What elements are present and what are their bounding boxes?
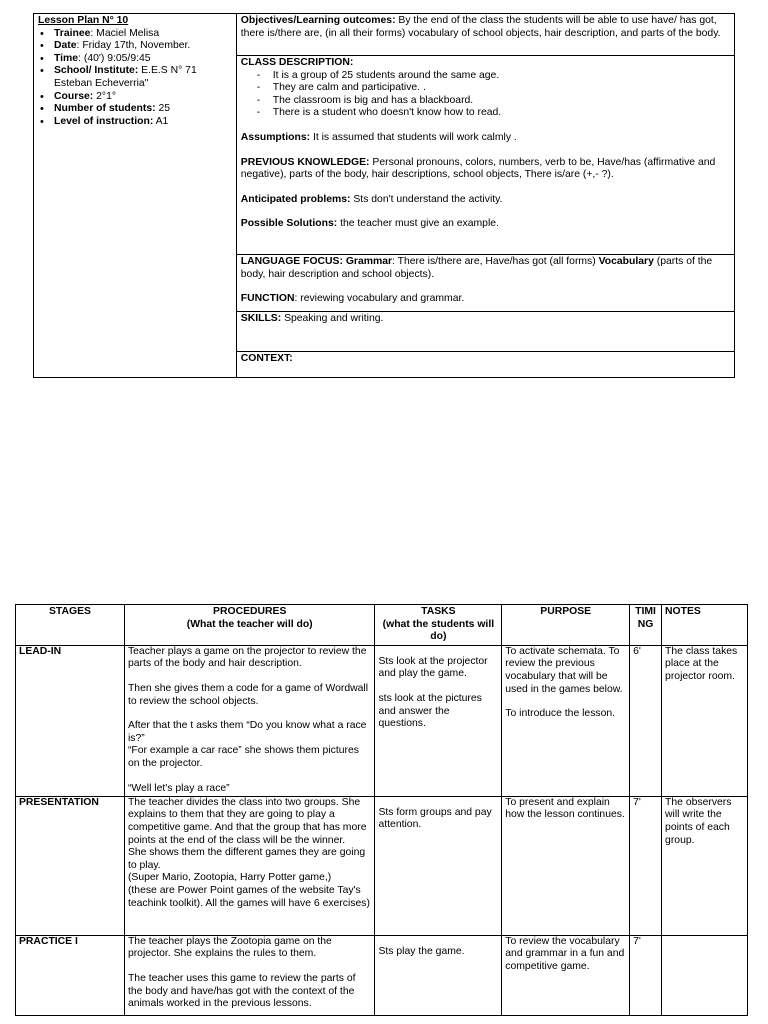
detail-item <box>38 91 232 104</box>
timing-cell: 7' <box>630 935 662 1015</box>
cell-paragraph: After that the t asks them “Do you know what a race is?” “For example a car race” she shows them pictures on the projector. <box>127 720 367 769</box>
detail-item <box>38 116 232 129</box>
assumptions-label: Assumptions: <box>240 131 311 143</box>
notes-cell <box>662 935 748 1015</box>
purpose-cell <box>502 796 630 935</box>
cell-paragraph: Sts form groups and pay attention. <box>378 806 492 831</box>
cell-paragraph: The teacher uses this game to review the parts of the body and have/has got with the context of the animals worked in the previous lessons. <box>127 972 356 1010</box>
objectives-text: By the end of the class the students will be able to use have/ has got, there is/there are, (in all their forms) vocabulary of school objects, hair description, and parts of the body. <box>240 15 721 39</box>
previous-knowledge-text: Personal pronouns, colors, numbers, verb to be, Have/has (affirmative and negative), parts of the body, hair descriptions, school objects, There is/are (+,- ?). <box>240 156 716 181</box>
detail-value: E.E.S N° 71 Esteban Echeverria" <box>54 65 197 89</box>
vocabulary-label: Vocabulary <box>598 256 654 267</box>
header-stages: STAGES <box>16 605 125 646</box>
detail-label: Trainee <box>54 27 91 39</box>
cell-paragraph: To activate schemata. To review the previous vocabulary that will be used in the games below. <box>505 645 623 695</box>
cell-paragraph: To review the vocabulary and grammar in a fun and competitive game. <box>505 935 625 972</box>
purpose-cell <box>502 935 630 1015</box>
context-cell <box>236 352 734 378</box>
table-row <box>16 645 748 796</box>
language-focus-label: LANGUAGE FOCUS: Grammar <box>240 256 393 267</box>
lesson-plan-title: Lesson Plan N° 10 <box>38 15 129 26</box>
list-item: - There is a student who doesn't know how to read. <box>241 107 730 120</box>
skills-label: SKILLS: <box>240 313 282 324</box>
class-description-cell <box>236 56 734 255</box>
skills-cell <box>236 312 734 352</box>
detail-value: Maciel Melisa <box>96 27 160 39</box>
language-focus-cell <box>236 255 734 312</box>
language-focus-text: : There is/there are, Have/has got (all forms) <box>392 256 599 267</box>
detail-item <box>38 65 232 90</box>
cell-paragraph: Sts play the game. <box>378 945 465 957</box>
class-description-list <box>241 70 730 120</box>
objectives-label: Objectives/Learning outcomes: <box>240 15 396 26</box>
header-tasks: TASKS (what the students will do) <box>375 605 502 646</box>
detail-item: • Date: Friday 17th, November. <box>38 40 232 53</box>
cell-paragraph: To present and explain how the lesson continues. <box>505 796 625 821</box>
header-timing: TIMING <box>630 605 662 646</box>
detail-label: Course: <box>54 90 94 102</box>
notes-cell: The observers will write the points of each group. <box>662 796 748 935</box>
detail-item <box>38 103 232 116</box>
procedures-cell <box>124 645 375 796</box>
stage-cell: LEAD-IN <box>16 645 125 796</box>
procedure-table <box>15 604 748 1016</box>
cell-paragraph: Then she gives them a code for a game of Wordwall to review the school objects. <box>127 682 369 707</box>
possible-solutions-label: Possible Solutions: <box>240 218 338 230</box>
detail-item: • Trainee: Maciel Melisa <box>38 28 232 41</box>
detail-label: School/ Institute: <box>54 65 139 77</box>
assumptions-text: It is assumed that students will work calmly . <box>310 131 517 143</box>
detail-label: Level of instruction: <box>54 115 154 127</box>
stage-cell: PRESENTATION <box>16 796 125 935</box>
list-item: - The classroom is big and has a blackboard. <box>241 95 730 108</box>
detail-value: (40') 9:05/9:45 <box>83 52 151 64</box>
notes-cell: The class takes place at the projector room. <box>662 645 748 796</box>
detail-value: Friday 17th, November. <box>82 40 191 52</box>
previous-knowledge-label: PREVIOUS KNOWLEDGE: <box>240 156 370 168</box>
possible-solutions-text: the teacher must give an example. <box>337 218 499 230</box>
context-label: CONTEXT: <box>240 353 293 364</box>
purpose-cell <box>502 645 630 796</box>
header-purpose: PURPOSE <box>502 605 630 646</box>
table-row <box>16 935 748 1015</box>
anticipated-problems-label: Anticipated problems: <box>240 193 351 205</box>
list-item: - It is a group of 25 students around the same age. <box>241 70 730 83</box>
table-header-row <box>16 605 748 646</box>
procedures-cell <box>124 796 375 935</box>
header-notes: NOTES <box>662 605 748 646</box>
skills-text: Speaking and writing. <box>281 313 384 324</box>
function-label: FUNCTION <box>240 293 295 305</box>
detail-value: 25 <box>158 103 171 115</box>
tasks-cell <box>375 645 502 796</box>
tasks-cell <box>375 935 502 1015</box>
cell-paragraph: “Well let's play a race” <box>127 782 230 794</box>
timing-cell: 6' <box>630 645 662 796</box>
detail-label: Time <box>54 52 79 64</box>
detail-item: • Time: (40') 9:05/9:45 <box>38 53 232 66</box>
detail-label: Date <box>54 40 77 52</box>
lesson-details-cell <box>34 14 237 378</box>
function-text: : reviewing vocabulary and grammar. <box>294 293 465 305</box>
header-procedures: PROCEDURES (What the teacher will do) <box>124 605 375 646</box>
cell-paragraph: The teacher divides the class into two groups. She explains to them that they are going to play a competitive game. And that the group that has more points at the end of the class will be the winner. She shows them the different games they are going to play. (Super Mario, Zootopia, Harry Potter game,) (these are Power Point games of the website Tay's teachink toolkit). All the games will have 6 exercises) <box>127 796 370 909</box>
class-description-label: CLASS DESCRIPTION: <box>240 57 354 68</box>
cell-paragraph: sts look at the pictures and answer the questions. <box>378 692 482 730</box>
cell-paragraph: Sts look at the projector and play the game. <box>378 655 488 680</box>
detail-value: 2°1° <box>96 90 117 102</box>
objectives-cell <box>236 14 734 56</box>
vocabulary-text: (parts of the body, hair description and school objects). <box>240 256 713 280</box>
anticipated-problems-text: Sts don't understand the activity. <box>350 193 503 205</box>
lesson-details-list <box>38 28 232 129</box>
cell-paragraph: Teacher plays a game on the projector to review the parts of the body and hair description. <box>127 645 367 670</box>
timing-cell: 7' <box>630 796 662 935</box>
detail-label: Number of students: <box>54 103 156 115</box>
tasks-cell <box>375 796 502 935</box>
procedures-cell <box>124 935 375 1015</box>
detail-value: A1 <box>155 115 169 127</box>
stage-cell: PRACTICE I <box>16 935 125 1015</box>
table-row <box>16 796 748 935</box>
cell-paragraph: The teacher plays the Zootopia game on the projector. She explains the rules to them. <box>127 935 332 960</box>
list-item: - They are calm and participative. . <box>241 82 730 95</box>
lesson-info-table <box>33 13 735 378</box>
cell-paragraph: To introduce the lesson. <box>505 708 616 720</box>
